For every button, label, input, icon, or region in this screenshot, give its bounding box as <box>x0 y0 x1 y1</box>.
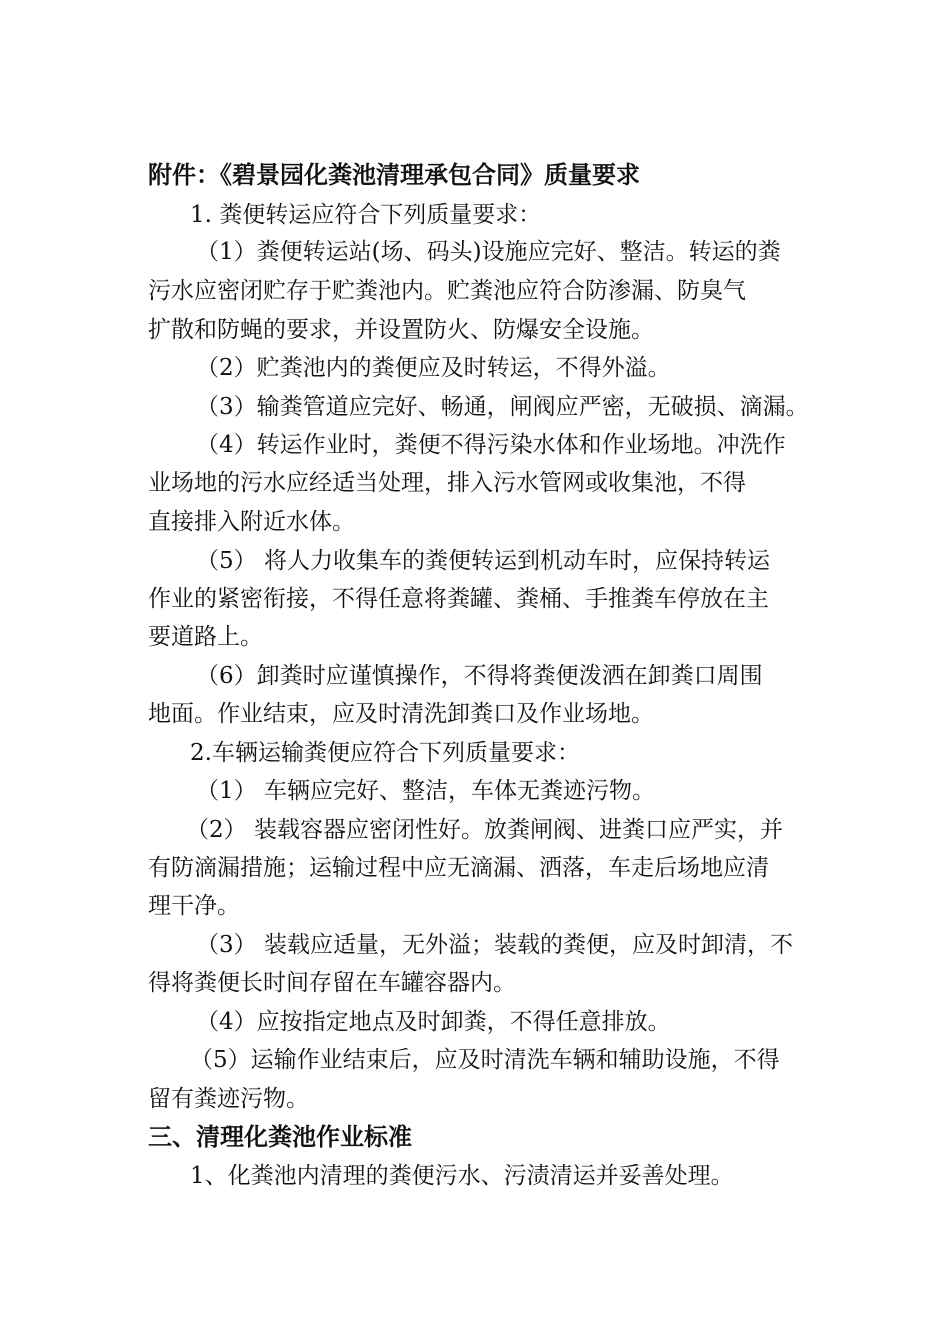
item-2-3-line-1: （3） 装载应适量，无外溢；装载的粪便，应及时卸清，不 <box>196 932 793 958</box>
item-1-4-line-2: 业场地的污水应经适当处理，排入污水管网或收集池，不得 <box>148 470 746 496</box>
item-1-6-line-2: 地面。作业结束，应及时清洗卸粪口及作业场地。 <box>148 701 654 727</box>
item-1-6-line-1: （6）卸粪时应谨慎操作，不得将粪便泼洒在卸粪口周围 <box>196 663 763 689</box>
section-3-item-1: 1、化粪池内清理的粪便污水、污渍清运并妥善处理。 <box>190 1163 734 1189</box>
item-1-1-line-3: 扩散和防蝇的要求，并设置防火、防爆安全设施。 <box>148 317 654 343</box>
item-1-2: （2）贮粪池内的粪便应及时转运，不得外溢。 <box>196 355 671 381</box>
item-1-4-line-1: （4）转运作业时，粪便不得污染水体和作业场地。冲洗作 <box>196 432 786 458</box>
item-2-heading: 2.车辆运输粪便应符合下列质量要求： <box>190 740 580 766</box>
item-2-5-line-2: 留有粪迹污物。 <box>148 1086 309 1112</box>
section-3-heading: 三、清理化粪池作业标准 <box>148 1122 412 1151</box>
document-title: 附件：《碧景园化粪池清理承包合同》质量要求 <box>148 160 640 189</box>
item-1-heading: 1. 粪便转运应符合下列质量要求： <box>190 202 542 228</box>
item-1-5-line-3: 要道路上。 <box>148 624 263 650</box>
item-2-3-line-2: 得将粪便长时间存留在车罐容器内。 <box>148 970 516 996</box>
item-2-4: （4）应按指定地点及时卸粪，不得任意排放。 <box>196 1009 671 1035</box>
item-1-1-line-1: （1）粪便转运站(场、码头)设施应完好、整洁。转运的粪 <box>196 239 781 265</box>
item-2-2-line-3: 理干净。 <box>148 893 240 919</box>
item-2-2-line-1: （2） 装载容器应密闭性好。放粪闸阀、进粪口应严实，并 <box>186 817 783 843</box>
item-1-4-line-3: 直接排入附近水体。 <box>148 509 355 535</box>
item-2-2-line-2: 有防滴漏措施；运输过程中应无滴漏、洒落，车走后场地应清 <box>148 855 769 881</box>
item-1-3: （3）输粪管道应完好、畅通，闸阀应严密，无破损、滴漏。 <box>196 394 809 420</box>
item-1-5-line-1: （5） 将人力收集车的粪便转运到机动车时，应保持转运 <box>196 548 770 574</box>
item-2-5-line-1: （5）运输作业结束后，应及时清洗车辆和辅助设施，不得 <box>190 1047 780 1073</box>
item-2-1: （1） 车辆应完好、整洁，车体无粪迹污物。 <box>196 778 655 804</box>
item-1-1-line-2: 污水应密闭贮存于贮粪池内。贮粪池应符合防渗漏、防臭气 <box>148 278 746 304</box>
item-1-5-line-2: 作业的紧密衔接，不得任意将粪罐、粪桶、手推粪车停放在主 <box>148 586 769 612</box>
